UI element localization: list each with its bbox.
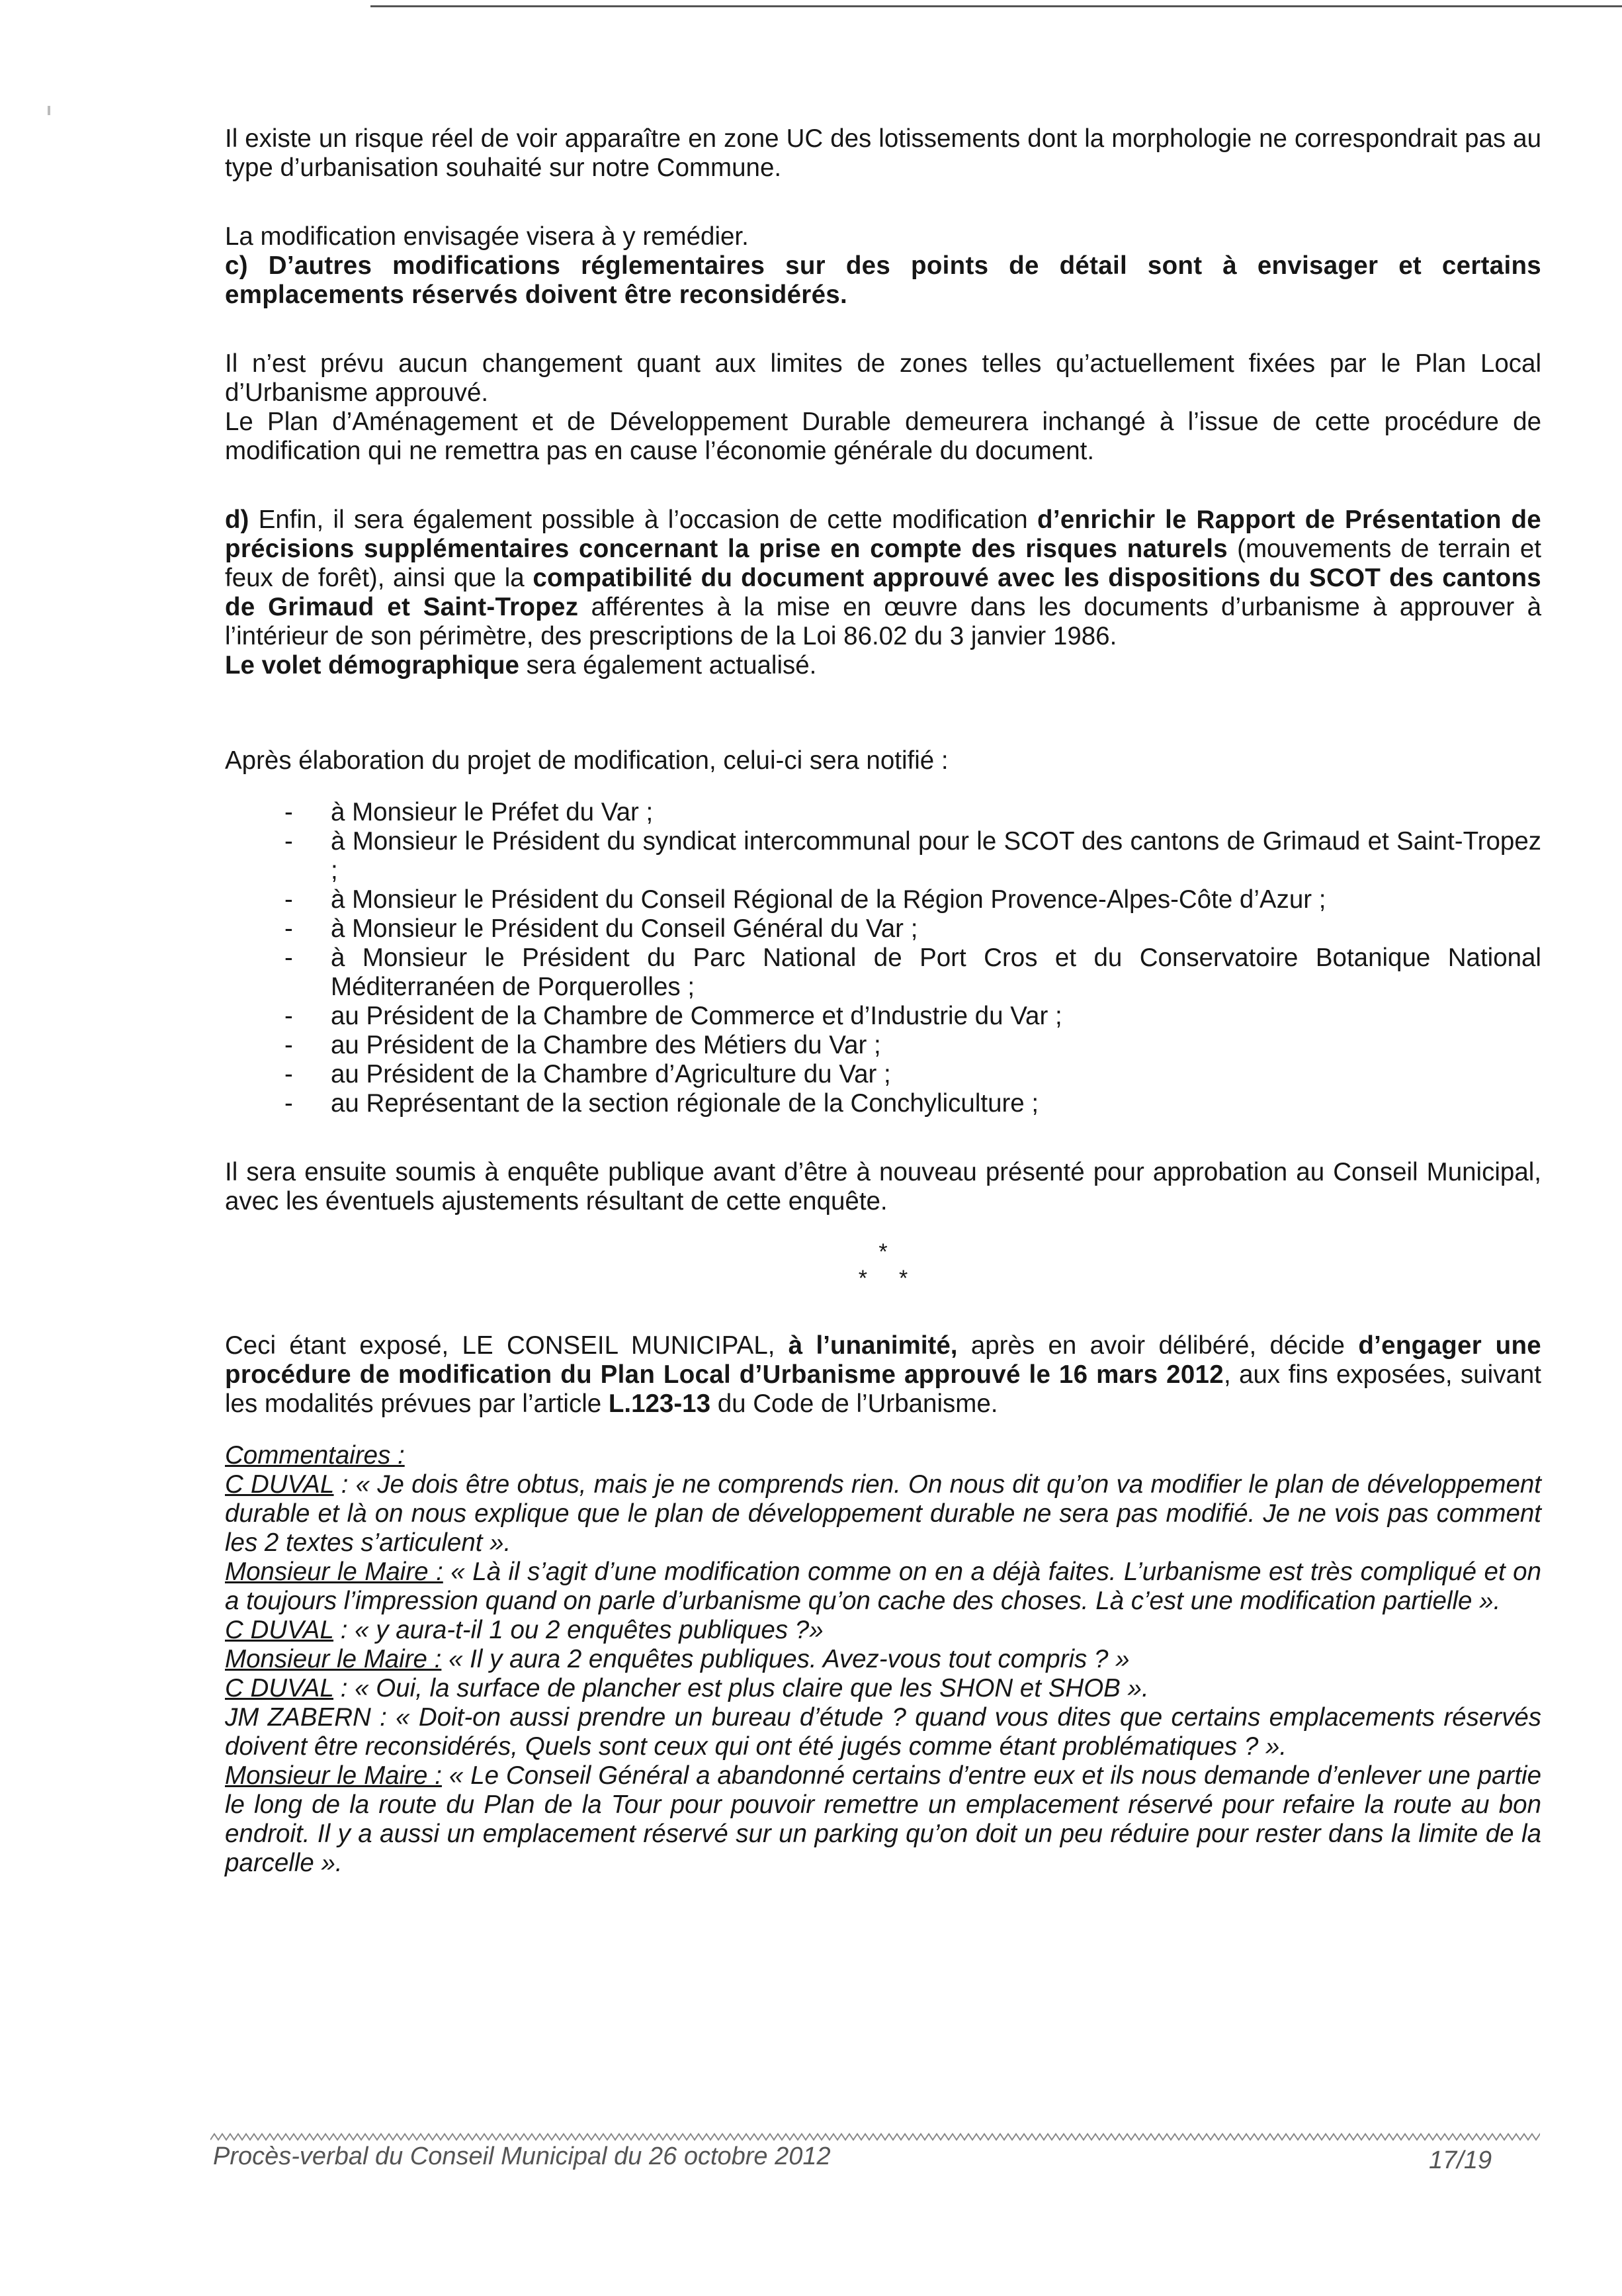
list-item: - au Représentant de la section régionale de la Conchyliculture ; — [284, 1089, 1541, 1118]
comment-text: : « Oui, la surface de plancher est plus claire que les SHON et SHOB ». — [333, 1674, 1149, 1702]
d-label: d) — [225, 506, 249, 534]
comment-speaker: C DUVAL — [225, 1616, 334, 1644]
comment-entry — [225, 1703, 1541, 1761]
paragraph-zone-limits: Il n’est prévu aucun changement quant aux limites de zones telles qu’actuellement fixées par le Plan Local d’Urbanisme approuvé. — [225, 349, 1541, 407]
bold-run: compatibilité du document approuvé avec les dispositions du SCOT des cantons de Grimaud et Saint-Tropez — [225, 564, 1541, 621]
paragraph-notification-intro: Après élaboration du projet de modification, celui-ci sera notifié : — [225, 746, 949, 775]
paragraph-c-modifications: c) D’autres modifications réglementaires sur des points de détail sont à envisager et certains emplacements réservés doivent être reconsidérés. — [225, 251, 1541, 309]
top-border-line — [370, 5, 1622, 7]
paragraph-d-enrichment — [225, 506, 1541, 651]
text-run: afférentes à la mise en œuvre dans les documents d’urbanisme à approuver à l’intérieur de son périmètre, des prescriptions de la Loi 86.02 du 3 janvier 1986. — [225, 593, 1542, 650]
bold-run: d’engager une procédure de modification du Plan Local d’Urbanisme approuvé le 16 mars 2012 — [225, 1331, 1541, 1389]
text-run: sera également actualisé. — [519, 651, 817, 680]
paragraph-padd: Le Plan d’Aménagement et de Développement Durable demeurera inchangé à l’issue de cette procédure de modification qui ne remettra pas en cause l’économie générale du document. — [225, 408, 1541, 465]
recipient-list — [284, 798, 1541, 1118]
comment-entry — [225, 1616, 1541, 1645]
text-run: Enfin, il sera également possible à l’occasion de cette modification — [249, 506, 1038, 534]
comments-section — [225, 1441, 1541, 1878]
list-item: - à Monsieur le Président du Conseil Général du Var ; — [284, 914, 1541, 944]
paragraph-public-inquiry: Il sera ensuite soumis à enquête publique avant d’être à nouveau présenté pour approbation au Conseil Municipal, avec les éventuels ajustements résultant de cette enquête. — [225, 1158, 1541, 1215]
heading-text: Commentaires : — [225, 1441, 405, 1470]
section-separator — [225, 1239, 1541, 1292]
comments-heading — [225, 1441, 1541, 1470]
paragraph-risk: Il existe un risque réel de voir apparaître en zone UC des lotissements dont la morphologie ne correspondrait pas au type d’urbanisation souhaité sur notre Commune. — [225, 124, 1541, 182]
text-run: Ceci étant exposé, LE CONSEIL MUNICIPAL, — [225, 1331, 789, 1360]
comment-speaker: C DUVAL — [225, 1470, 334, 1499]
bold-run: L.123-13 — [608, 1390, 710, 1418]
star: * — [858, 1266, 867, 1291]
text-run: (mouvements de terrain et feux de forêt), ainsi que la — [225, 535, 1541, 592]
list-item: - au Président de la Chambre de Commerce et d’Industrie du Var ; — [284, 1002, 1541, 1031]
text-run: du Code de l’Urbanisme. — [710, 1390, 998, 1418]
comment-text: « Le Conseil Général a abandonné certains d’entre eux et ils nous demande d’enlever une partie le long de la route du Plan de la Tour pour pouvoir remettre un emplacement réservé pour refaire la route au bon endroit. Il y a aussi un emplacement réservé sur un parking qu’on doit un peu réduire pour rester dans la limite de la parcelle ». — [225, 1761, 1541, 1877]
list-item: - au Président de la Chambre d’Agriculture du Var ; — [284, 1060, 1541, 1089]
list-item: - à Monsieur le Préfet du Var ; — [284, 798, 1541, 827]
star: * — [899, 1266, 908, 1291]
comment-text: « Là il s’agit d’une modification comme on en a déjà faites. L’urbanisme est très compliqué et on a toujours l’impression quand on parle d’urbanisme qu’on cache des choses. Là c’est une modification partielle ». — [225, 1558, 1541, 1615]
comment-entry — [225, 1558, 1541, 1616]
comment-speaker: Monsieur le Maire : — [225, 1761, 442, 1790]
comment-text: « Il y aura 2 enquêtes publiques. Avez-vous tout compris ? » — [441, 1645, 1130, 1673]
comment-speaker: JM ZABERN — [225, 1703, 371, 1732]
list-item: - à Monsieur le Président du syndicat intercommunal pour le SCOT des cantons de Grimaud et Saint-Tropez ; — [284, 827, 1541, 885]
comment-entry — [225, 1645, 1541, 1674]
comment-speaker: Monsieur le Maire : — [225, 1645, 442, 1673]
list-item: - à Monsieur le Président du Conseil Régional de la Région Provence-Alpes-Côte d’Azur ; — [284, 885, 1541, 914]
text-run: après en avoir délibéré, décide — [957, 1331, 1359, 1360]
text-run: , aux fins exposées, suivant les modalités prévues par l’article — [225, 1360, 1541, 1418]
comment-text: : « Doit-on aussi prendre un bureau d’étude ? quand vous dites que certains emplacements réservés doivent être reconsidérés, Quels sont ceux qui ont été jugés comme étant problématiques ? ». — [225, 1703, 1541, 1761]
comment-speaker: C DUVAL — [225, 1674, 334, 1702]
comment-speaker: Monsieur le Maire : — [225, 1558, 443, 1586]
bold-run: Le volet démographique — [225, 651, 519, 680]
document-body — [225, 124, 1541, 1878]
paragraph-decision — [225, 1331, 1541, 1419]
comment-entry — [225, 1761, 1541, 1878]
comment-text: : « Je dois être obtus, mais je ne comprends rien. On nous dit qu’on va modifier le plan de développement durable et là on nous explique que le plan de développement durable ne sera pas modifié. Je ne vois pas comment les 2 textes s’articulent ». — [225, 1470, 1541, 1557]
bold-run: d’enrichir le Rapport de Présentation de précisions supplémentaires concernant la prise en compte des risques naturels — [225, 506, 1541, 563]
footer-wave-divider — [210, 2132, 1540, 2142]
bold-run: à l’unanimité, — [788, 1331, 958, 1360]
list-item: - à Monsieur le Président du Parc National de Port Cros et du Conservatoire Botanique National Méditerranéen de Porquerolles ; — [284, 944, 1541, 1002]
comment-entry — [225, 1470, 1541, 1558]
comment-text: : « y aura-t-il 1 ou 2 enquêtes publiques ?» — [333, 1616, 824, 1644]
page-number: 17/19 — [1429, 2146, 1492, 2174]
paragraph-demographic — [225, 651, 1541, 680]
paragraph-remedy: La modification envisagée visera à y remédier. — [225, 222, 749, 251]
comment-entry — [225, 1674, 1541, 1703]
footer-title: Procès-verbal du Conseil Municipal du 26 octobre 2012 — [213, 2142, 831, 2170]
star: * — [878, 1239, 888, 1264]
margin-mark — [48, 106, 50, 115]
list-item: - au Président de la Chambre des Métiers du Var ; — [284, 1031, 1541, 1060]
